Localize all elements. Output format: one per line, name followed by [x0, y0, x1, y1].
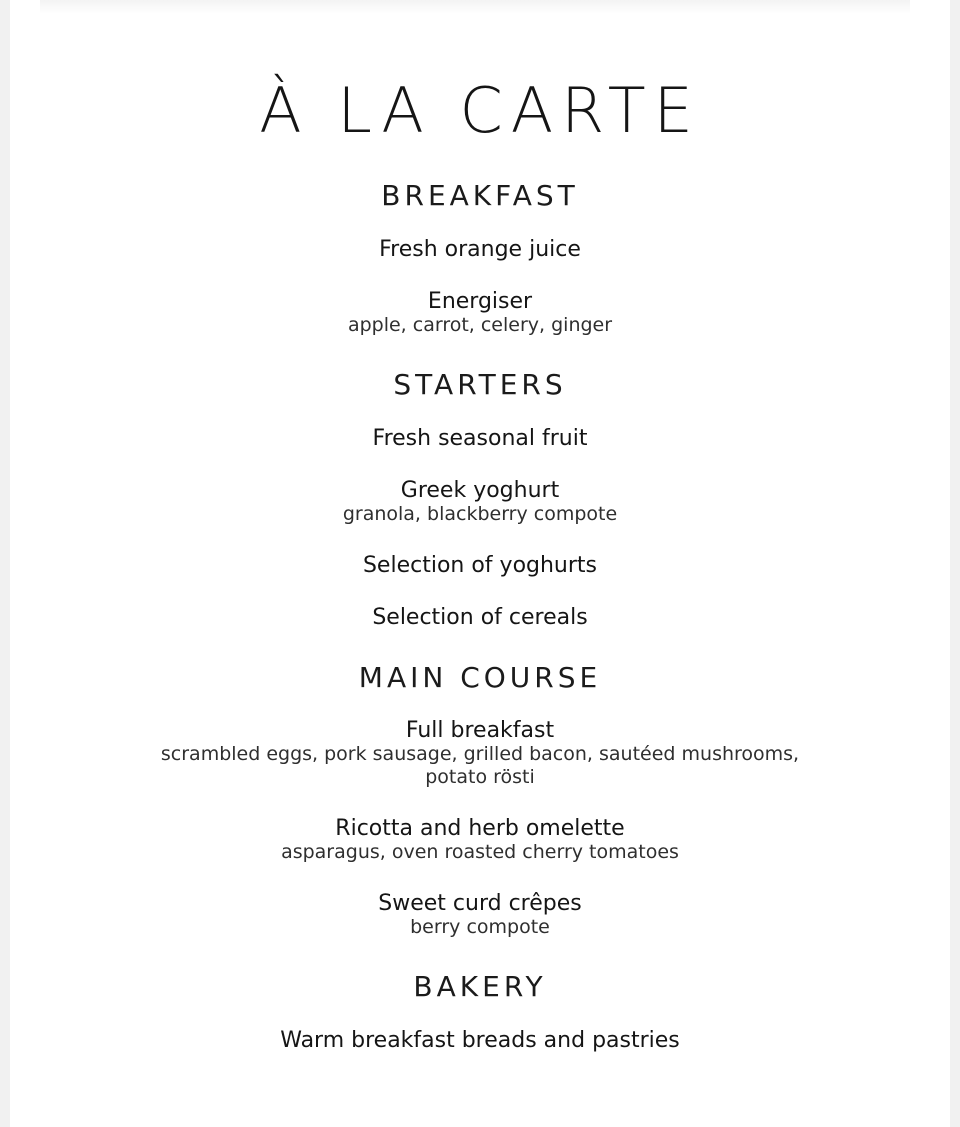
item-description-line-1: scrambled eggs, pork sausage, grilled bacon, sautéed mushrooms,: [160, 743, 800, 765]
menu-item-breads-pastries: [0, 1028, 960, 1053]
menu-item-ricotta-omelette: [0, 816, 960, 864]
item-name: Selection of cereals: [372, 605, 588, 630]
menu-item-sweet-curd-crepes: [0, 891, 960, 939]
section-heading-bakery: BAKERY: [413, 970, 547, 1003]
section-heading-breakfast: BREAKFAST: [381, 179, 579, 212]
menu-item-energiser: [0, 289, 960, 337]
item-name: Warm breakfast breads and pastries: [280, 1028, 680, 1053]
menu-item-selection-of-cereals: [0, 605, 960, 630]
item-description-line-2: potato rösti: [425, 766, 535, 788]
item-name: Sweet curd crêpes: [378, 891, 582, 916]
menu-title: À LA CARTE: [259, 74, 701, 147]
section-heading-starters: STARTERS: [393, 368, 567, 401]
item-description: apple, carrot, celery, ginger: [347, 314, 613, 336]
page-top-shadow: [40, 0, 910, 14]
item-description: asparagus, oven roasted cherry tomatoes: [281, 841, 679, 863]
item-name: Fresh seasonal fruit: [372, 426, 588, 451]
item-name: Greek yoghurt: [400, 478, 560, 503]
item-name: Full breakfast: [405, 718, 555, 743]
item-name: Selection of yoghurts: [362, 553, 598, 578]
menu-item-full-breakfast: [0, 718, 960, 789]
item-name: Ricotta and herb omelette: [335, 816, 625, 841]
menu-item-fresh-seasonal-fruit: [0, 426, 960, 451]
item-name: Fresh orange juice: [379, 237, 581, 262]
menu-item-fresh-orange-juice: [0, 237, 960, 262]
menu-item-greek-yoghurt: [0, 478, 960, 526]
item-description: granola, blackberry compote: [342, 503, 618, 525]
item-description: berry compote: [410, 916, 550, 938]
item-name: Energiser: [427, 289, 533, 314]
menu-item-selection-of-yoghurts: [0, 553, 960, 578]
section-heading-main-course: MAIN COURSE: [358, 661, 602, 694]
